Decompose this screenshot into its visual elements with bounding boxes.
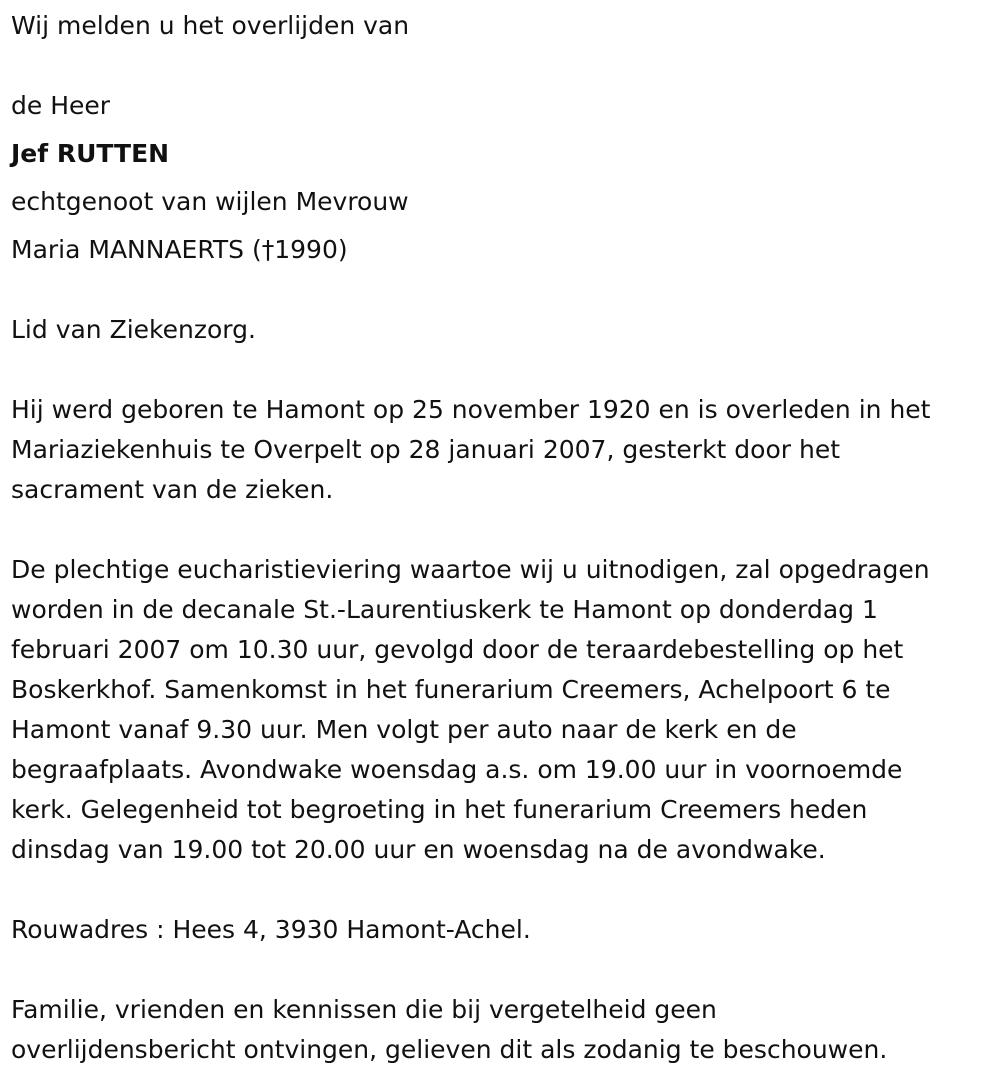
paragraph-line: Mariaziekenhuis te Overpelt op 28 januari 2007, gesterkt door het: [11, 435, 841, 464]
paragraph-line: overlijdensbericht ontvingen, gelieven dit als zodanig te beschouwen.: [11, 1035, 888, 1064]
paragraph-line: De plechtige eucharistieviering waartoe wij u uitnodigen, zal opgedragen: [11, 555, 930, 584]
paragraph-line: begraafplaats. Avondwake woensdag a.s. om 19.00 uur in voornoemde: [11, 755, 903, 784]
address-line: Rouwadres : Hees 4, 3930 Hamont-Achel.: [11, 915, 531, 944]
paragraph-line: sacrament van de zieken.: [11, 475, 334, 504]
deceased-name: Jef RUTTEN: [11, 139, 170, 168]
family-note-paragraph: [11, 990, 996, 1070]
birth-death-paragraph: [11, 390, 996, 510]
paragraph-line: Boskerkhof. Samenkomst in het funerarium Creemers, Achelpoort 6 te: [11, 675, 891, 704]
spouse-line-2: Maria MANNAERTS (†1990): [11, 235, 348, 264]
honorific: de Heer: [11, 91, 111, 120]
intro-text: Wij melden u het overlijden van: [11, 11, 410, 40]
mourning-address: [11, 910, 996, 950]
spouse-line-1: echtgenoot van wijlen Mevrouw: [11, 187, 409, 216]
paragraph-line: kerk. Gelegenheid tot begroeting in het funerarium Creemers heden: [11, 795, 868, 824]
paragraph-line: Hamont vanaf 9.30 uur. Men volgt per auto naar de kerk en de: [11, 715, 797, 744]
membership-text: Lid van Ziekenzorg.: [11, 315, 256, 344]
ceremony-paragraph: [11, 550, 996, 870]
paragraph-line: worden in de decanale St.-Laurentiuskerk te Hamont op donderdag 1: [11, 595, 878, 624]
paragraph-line: Hij werd geboren te Hamont op 25 november 1920 en is overleden in het: [11, 395, 931, 424]
paragraph-line: februari 2007 om 10.30 uur, gevolgd door de teraardebestelling op het: [11, 635, 904, 664]
paragraph-line: Familie, vrienden en kennissen die bij vergetelheid geen: [11, 995, 717, 1024]
paragraph-line: dinsdag van 19.00 tot 20.00 uur en woensdag na de avondwake.: [11, 835, 826, 864]
